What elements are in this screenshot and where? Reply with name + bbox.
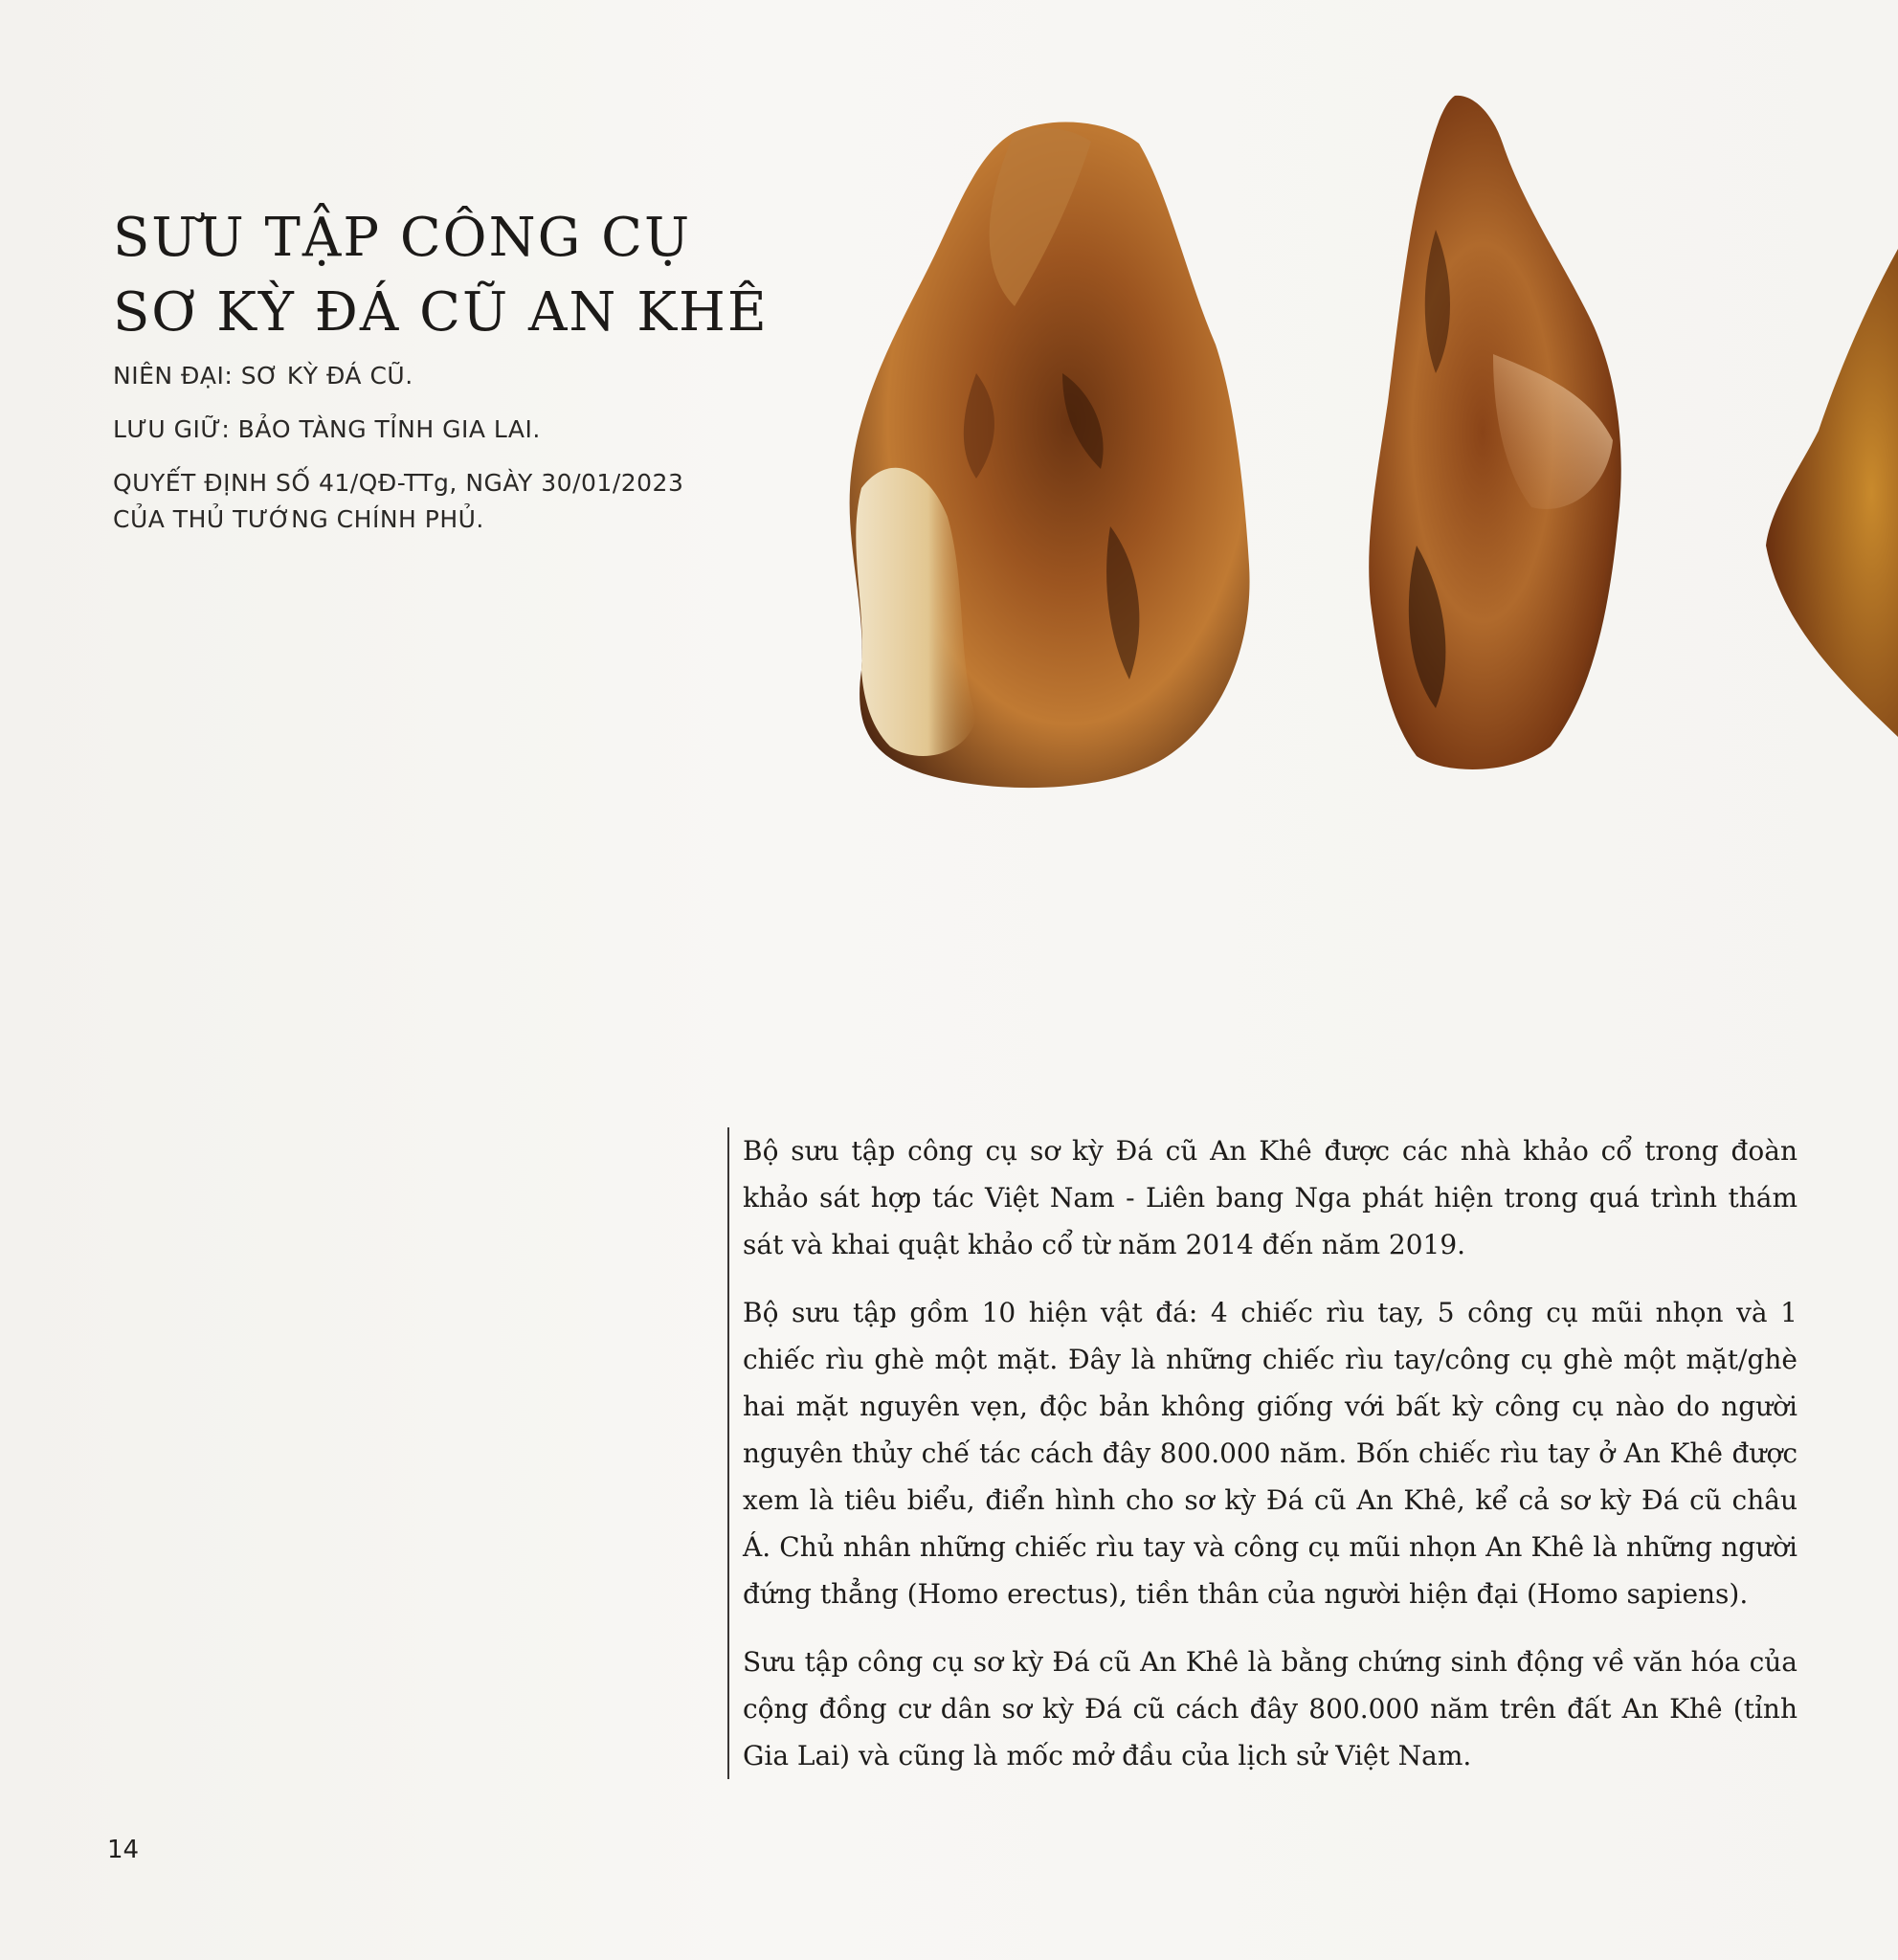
page-title <box>113 201 769 350</box>
hand-axe-1 <box>850 122 1250 789</box>
stone-tool-3-partial <box>1766 249 1898 737</box>
pointed-tool-2 <box>1369 96 1621 769</box>
storage-text: LƯU GIỮ: BẢO TÀNG TỈNH GIA LAI. <box>113 415 541 443</box>
paragraph-3: Sưu tập công cụ sơ kỳ Đá cũ An Khê là bằng chứng sinh động về văn hóa của cộng đồng cư dân sơ kỳ Đá cũ cách đây 800.000 năm trên đất An Khê (tỉnh Gia Lai) và cũng là mốc mở đầu của lịch sử Việt Nam. <box>743 1646 1798 1771</box>
decision-text: QUYẾT ĐỊNH SỐ 41/QĐ-TTg, NGÀY 30/01/2023 CỦA THỦ TƯỚNG CHÍNH PHỦ. <box>113 469 684 533</box>
paragraph-1: Bộ sưu tập công cụ sơ kỳ Đá cũ An Khê được các nhà khảo cổ trong đoàn khảo sát hợp tác Việt Nam - Liên bang Nga phát hiện trong quá trình thám sát và khai quật khảo cổ từ năm 2014 đến năm 2019. <box>743 1135 1798 1260</box>
period-text: NIÊN ĐẠI: SƠ KỲ ĐÁ CŨ. <box>113 362 413 390</box>
metadata-block <box>113 358 687 555</box>
title-line-2: SƠ KỲ ĐÁ CŨ AN KHÊ <box>113 281 769 344</box>
page-number: 14 <box>107 1836 140 1864</box>
title-line-1: SƯU TẬP CÔNG CỤ <box>113 207 692 269</box>
stone-tools-photo <box>823 86 1898 1005</box>
description-text <box>727 1127 1798 1779</box>
paragraph-2: Bộ sưu tập gồm 10 hiện vật đá: 4 chiếc rìu tay, 5 công cụ mũi nhọn và 1 chiếc rìu ghè một mặt. Đây là những chiếc rìu tay/công cụ ghè một mặt/ghè hai mặt nguyên vẹn, độc bản không giống với bất kỳ công cụ nào do người nguyên thủy chế tác cách đây 800.000 năm. Bốn chiếc rìu tay ở An Khê được xem là tiêu biểu, điển hình cho sơ kỳ Đá cũ An Khê, kể cả sơ kỳ Đá cũ châu Á. Chủ nhân những chiếc rìu tay và công cụ mũi nhọn An Khê là những người đứng thẳng (Homo erectus), tiền thân của người hiện đại (Homo sapiens). <box>743 1297 1798 1610</box>
